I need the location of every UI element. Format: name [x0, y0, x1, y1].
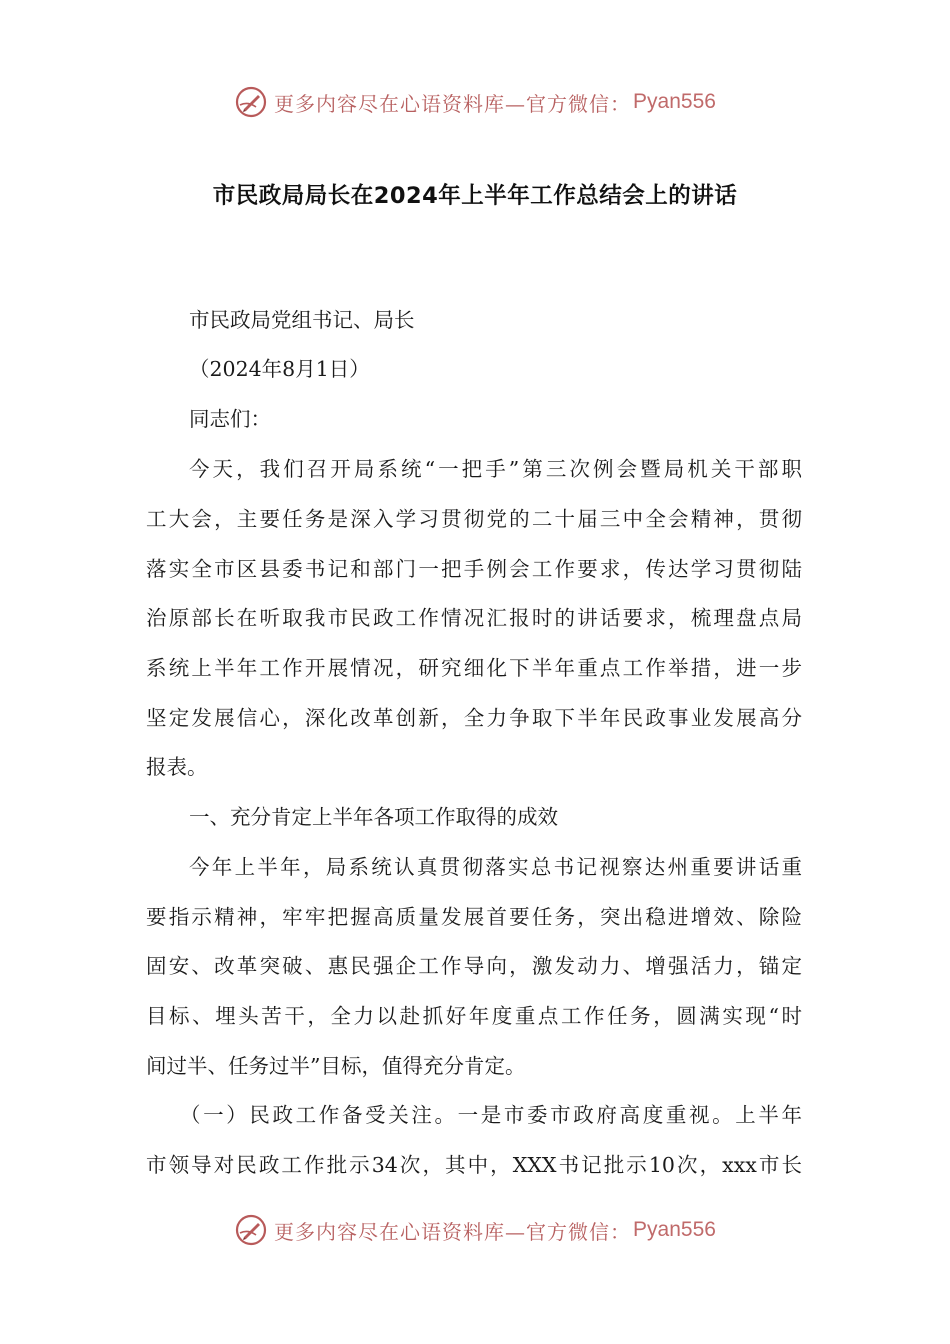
paragraph-line: 要指示精神，牢牢把握高质量发展首要任务，突出稳进增效、除险 — [146, 905, 802, 929]
paragraph-line: 固安、改革突破、惠民强企工作导向，激发动力、增强活力，锚定 — [146, 954, 802, 978]
wechat-id: Pyan556 — [633, 1218, 716, 1241]
paragraph-line: 系统上半年工作开展情况，研究细化下半年重点工作举措，进一步 — [146, 656, 802, 680]
paragraph-line: 今天，我们召开局系统“一把手”第三次例会暨局机关干部职 — [189, 457, 802, 481]
paragraph-line: 市领导对民政工作批示34次，其中，XXX书记批示10次，xxx市长 — [146, 1153, 802, 1177]
paragraph-line: 今年上半年，局系统认真贯彻落实总书记视察达州重要讲话重 — [189, 855, 802, 879]
section-heading: 一、充分肯定上半年各项工作取得的成效 — [189, 805, 558, 829]
wechat-id: Pyan556 — [633, 90, 716, 113]
banner-text: 更多内容尽在心语资料库—官方微信： — [274, 1219, 632, 1244]
pen-logo-icon — [234, 85, 268, 119]
paragraph-line: 坚定发展信心，深化改革创新，全力争取下半年民政事业发展高分 — [146, 706, 802, 730]
footer-banner — [0, 1212, 950, 1248]
paragraph-line: 工大会，主要任务是深入学习贯彻党的二十届三中全会精神，贯彻 — [146, 507, 802, 531]
paragraph-line: 落实全市区县委书记和部门一把手例会工作要求，传达学习贯彻陆 — [146, 557, 802, 581]
author-line: 市民政局党组书记、局长 — [189, 308, 415, 332]
paragraph-line: 间过半、任务过半”目标，值得充分肯定。 — [146, 1054, 526, 1078]
header-banner — [0, 84, 950, 120]
salutation: 同志们： — [189, 407, 271, 431]
paragraph-line: 目标、埋头苦干，全力以赴抓好年度重点工作任务，圆满实现“时 — [146, 1004, 802, 1028]
document-title: 市民政局局长在2024年上半年工作总结会上的讲话 — [212, 183, 738, 209]
pen-logo-icon — [234, 1213, 268, 1247]
paragraph-line: 报表。 — [146, 755, 208, 779]
date-line: （2024年8月1日） — [189, 357, 370, 381]
paragraph-line: 治原部长在听取我市民政工作情况汇报时的讲话要求，梳理盘点局 — [146, 606, 802, 630]
subsection-line: （一）民政工作备受关注。一是市委市政府高度重视。上半年 — [180, 1103, 802, 1127]
banner-text: 更多内容尽在心语资料库—官方微信： — [274, 91, 632, 116]
